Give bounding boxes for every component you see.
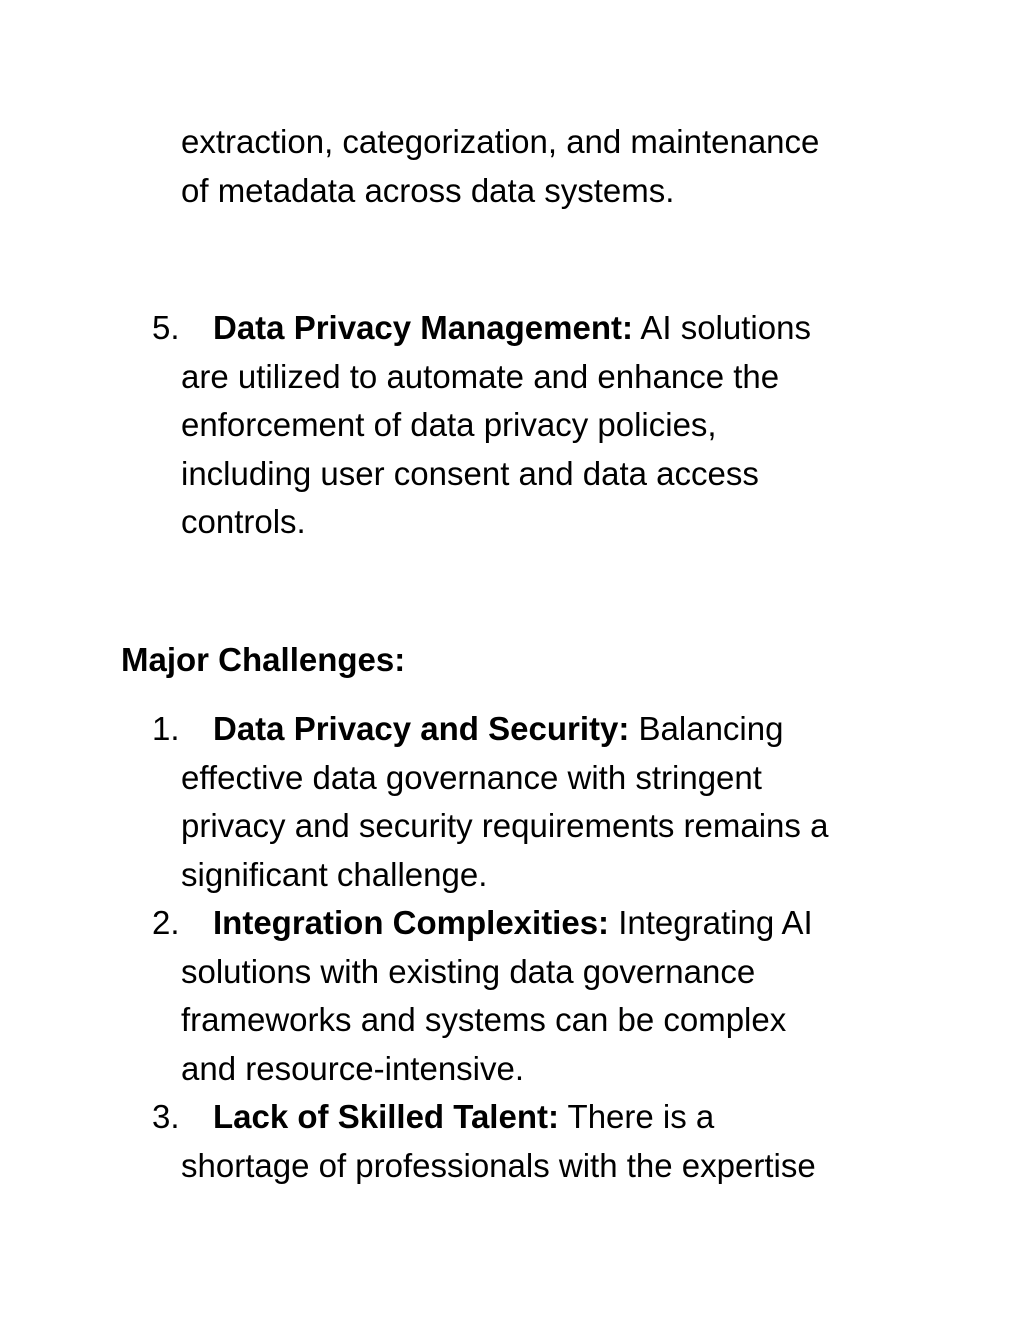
text-line: privacy and security requirements remains a — [181, 807, 829, 844]
text-line: and resource-intensive. — [181, 1049, 525, 1087]
continued-list-text — [181, 118, 941, 215]
list-item-data-privacy-management — [152, 304, 932, 547]
list-item-text: There is a — [567, 1098, 715, 1135]
list-item-lack-of-skilled-talent — [152, 1093, 932, 1190]
text-line: controls. — [181, 503, 306, 540]
list-item-data-privacy-and-security — [152, 705, 932, 899]
challenges-list — [152, 705, 932, 1190]
list-item-title: Data Privacy Management: — [213, 309, 633, 346]
list-item-integration-complexities — [152, 899, 932, 1093]
text-line: significant challenge. — [181, 855, 488, 893]
list-item-title: Integration Complexities: — [213, 904, 610, 941]
list-item-text: Integrating AI — [618, 904, 813, 941]
text-line: are utilized to automate and enhance the — [181, 357, 780, 395]
text-line: of metadata across data systems. — [181, 171, 675, 209]
section-heading: Major Challenges: — [121, 641, 406, 678]
list-number: 3. — [152, 1098, 180, 1135]
text-line: enforcement of data privacy policies, — [181, 406, 717, 443]
list-number: 5. — [152, 309, 180, 346]
list-number: 1. — [152, 710, 180, 747]
list-item-title: Lack of Skilled Talent: — [213, 1098, 559, 1135]
text-line: effective data governance with stringent — [181, 758, 762, 796]
list-item-text: AI solutions — [640, 309, 811, 346]
text-line: extraction, categorization, and maintenance — [181, 123, 820, 160]
list-item-text: Balancing — [638, 710, 784, 747]
list-number: 2. — [152, 904, 180, 941]
list-item-title: Data Privacy and Security: — [213, 710, 630, 747]
text-line: frameworks and systems can be complex — [181, 1001, 787, 1038]
text-line: shortage of professionals with the expertise — [181, 1146, 816, 1184]
text-line: solutions with existing data governance — [181, 952, 756, 990]
text-line: including user consent and data access — [181, 454, 759, 492]
